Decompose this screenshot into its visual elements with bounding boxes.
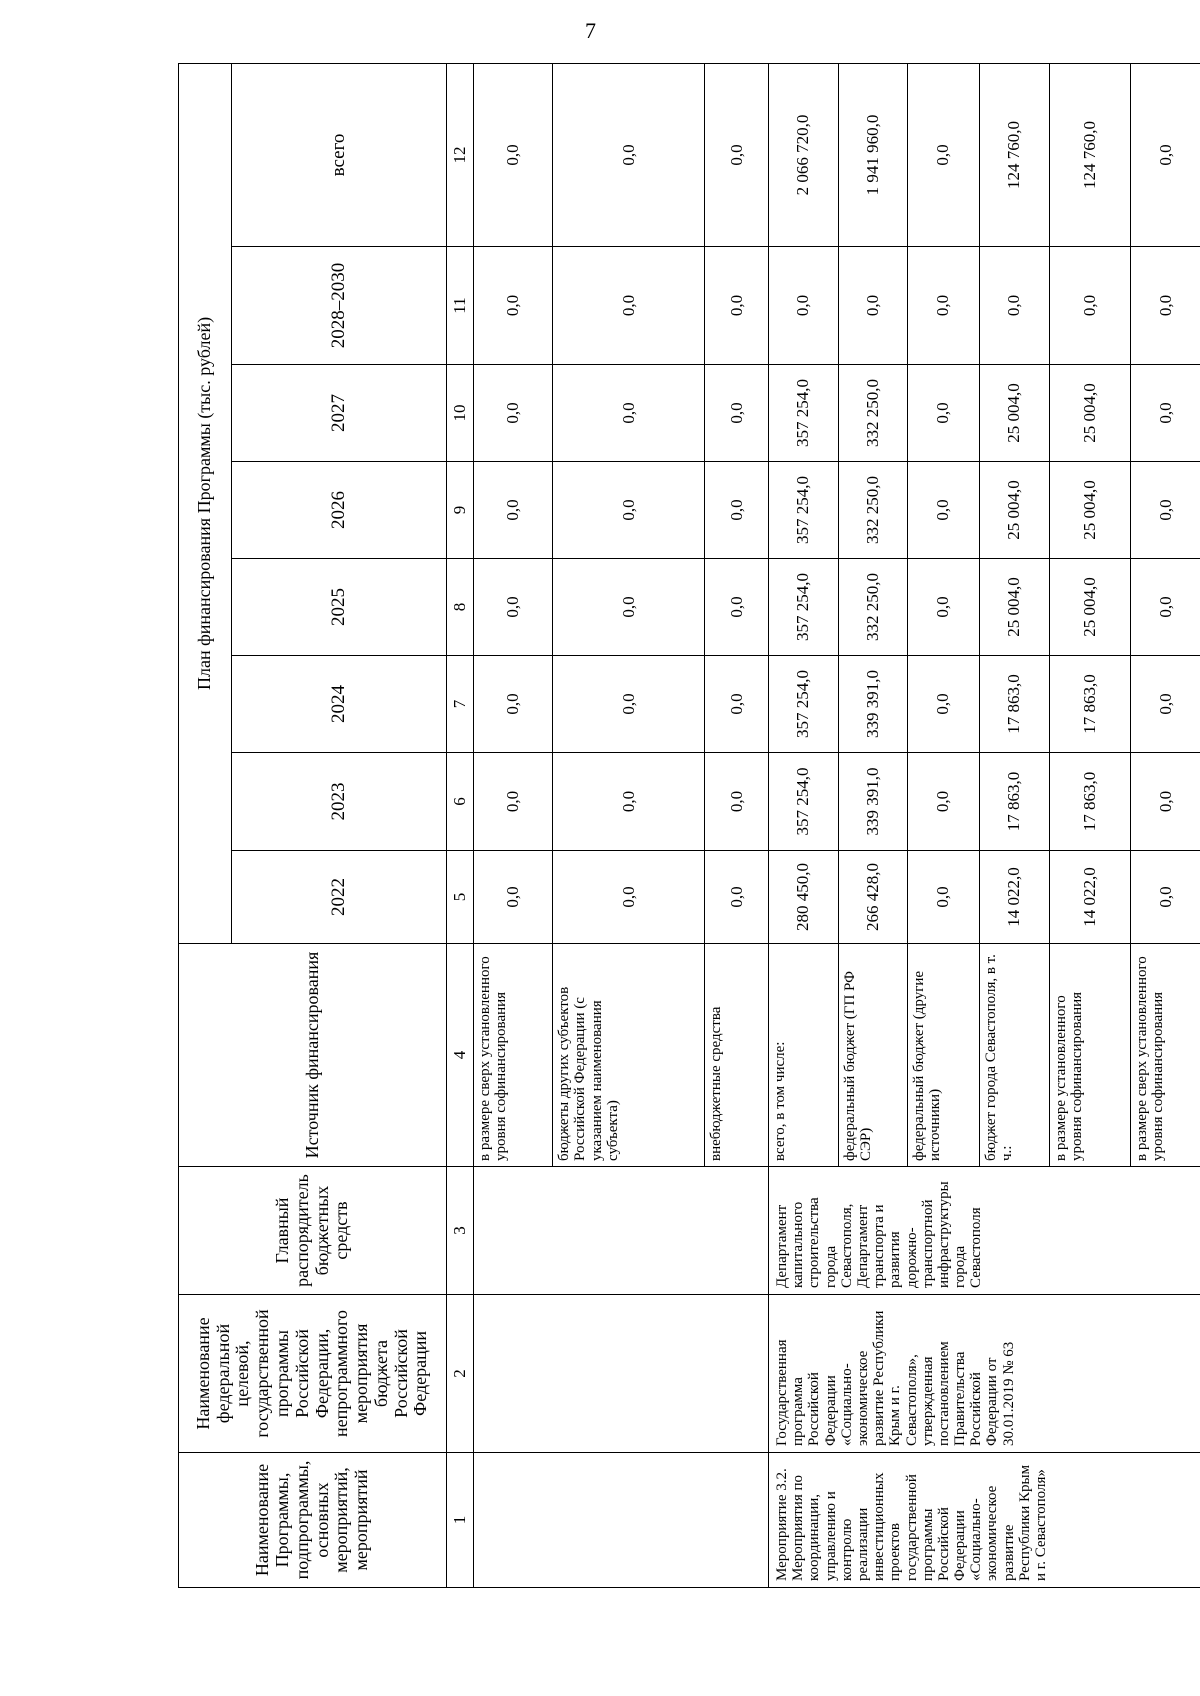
cell-value: 0,0 — [705, 462, 769, 559]
cell-value: 0,0 — [474, 462, 553, 559]
column-number: 1 — [447, 1453, 474, 1588]
cell-value: 0,0 — [908, 851, 980, 944]
cell-value: 25 004,0 — [1049, 462, 1131, 559]
column-number: 5 — [447, 851, 474, 944]
cell-budget-manager: Департамент капитального строительства города Севастополя, Департамент транспорта и развития дорожно-транспортной инфраструктуры города Севастополя — [769, 1167, 1200, 1295]
cell-value: 0,0 — [474, 753, 553, 851]
table-row — [474, 63, 553, 1587]
cell-value: 332 250,0 — [838, 462, 908, 559]
column-number: 8 — [447, 559, 474, 656]
cell-value: 357 254,0 — [769, 656, 839, 753]
column-number: 10 — [447, 365, 474, 462]
cell-value: 280 450,0 — [769, 851, 839, 944]
cell-source: в размере сверх установленного уровня софинансирования — [474, 944, 553, 1167]
cell-value: 0,0 — [553, 462, 705, 559]
cell-value: 25 004,0 — [980, 462, 1050, 559]
cell-value: 0,0 — [474, 656, 553, 753]
header-federal-program: Наименование федеральной целевой, государственной программы Российской Федерации, непрограммного мероприятия бюджета Российской Федерации — [179, 1295, 447, 1453]
cell-value: 0,0 — [705, 851, 769, 944]
cell-value: 357 254,0 — [769, 365, 839, 462]
cell-value: 124 760,0 — [980, 63, 1050, 246]
cell-value: 0,0 — [705, 365, 769, 462]
cell-value: 0,0 — [908, 63, 980, 246]
cell-value: 124 760,0 — [1049, 63, 1131, 246]
cell-source: федеральный бюджет (другие источники) — [908, 944, 980, 1167]
cell-value: 0,0 — [705, 656, 769, 753]
cell-value: 0,0 — [705, 753, 769, 851]
cell-value: 0,0 — [1131, 656, 1200, 753]
cell-value: 339 391,0 — [838, 656, 908, 753]
cell-value: 0,0 — [1131, 559, 1200, 656]
cell-value: 0,0 — [705, 247, 769, 365]
cell-value: 339 391,0 — [838, 753, 908, 851]
cell-value: 357 254,0 — [769, 559, 839, 656]
cell-value: 0,0 — [474, 63, 553, 246]
header-budget-manager: Главный распорядитель бюджетных средств — [179, 1167, 447, 1295]
cell-value: 0,0 — [908, 753, 980, 851]
cell-value: 0,0 — [980, 247, 1050, 365]
header-program-name: Наименование Программы, подпрограммы, основных мероприятий, мероприятий — [179, 1453, 447, 1588]
column-number: 4 — [447, 944, 474, 1167]
header-funding-source: Источник финансирования — [179, 944, 447, 1167]
header-year: 2024 — [232, 656, 447, 753]
cell-value: 0,0 — [1131, 365, 1200, 462]
cell-value: 17 863,0 — [980, 753, 1050, 851]
cell-value: 0,0 — [553, 851, 705, 944]
cell-value: 0,0 — [553, 559, 705, 656]
cell-source: в размере установленного уровня софинансирования — [1049, 944, 1131, 1167]
cell-source: бюджеты других субъектов Российской Федерации (с указанием наименования субъекта) — [553, 944, 705, 1167]
header-year: 2027 — [232, 365, 447, 462]
cell-value: 0,0 — [705, 63, 769, 246]
header-year: 2028–2030 — [232, 247, 447, 365]
cell-federal-program-empty — [474, 1295, 769, 1453]
cell-value: 0,0 — [838, 247, 908, 365]
cell-value: 0,0 — [474, 247, 553, 365]
cell-value: 17 863,0 — [980, 656, 1050, 753]
cell-value: 0,0 — [553, 656, 705, 753]
cell-value: 266 428,0 — [838, 851, 908, 944]
cell-value: 14 022,0 — [1049, 851, 1131, 944]
cell-value: 0,0 — [1049, 247, 1131, 365]
cell-value: 0,0 — [553, 365, 705, 462]
rotated-table-container — [178, 64, 1200, 1588]
cell-value: 0,0 — [1131, 753, 1200, 851]
cell-value: 0,0 — [908, 365, 980, 462]
cell-value: 0,0 — [1131, 247, 1200, 365]
cell-value: 0,0 — [553, 63, 705, 246]
column-number: 3 — [447, 1167, 474, 1295]
column-number: 12 — [447, 63, 474, 246]
header-year: 2025 — [232, 559, 447, 656]
cell-value: 25 004,0 — [980, 559, 1050, 656]
cell-program-name-empty — [474, 1453, 769, 1588]
cell-value: 0,0 — [474, 559, 553, 656]
cell-source: бюджет города Севастополя, в т. ч.: — [980, 944, 1050, 1167]
cell-value: 0,0 — [1131, 462, 1200, 559]
cell-value: 0,0 — [474, 365, 553, 462]
cell-value: 14 022,0 — [980, 851, 1050, 944]
cell-value: 0,0 — [705, 559, 769, 656]
column-number: 2 — [447, 1295, 474, 1453]
cell-source: в размере сверх установленного уровня софинансирования — [1131, 944, 1200, 1167]
cell-value: 17 863,0 — [1049, 753, 1131, 851]
column-number: 7 — [447, 656, 474, 753]
cell-value: 25 004,0 — [980, 365, 1050, 462]
cell-value: 17 863,0 — [1049, 656, 1131, 753]
cell-value: 357 254,0 — [769, 462, 839, 559]
header-year: 2026 — [232, 462, 447, 559]
cell-measure-name: Мероприятие 3.2. Мероприятия по координации, управлению и контролю реализации инвестиционных проектов государственной программы Российской Федерации «Социально-экономическое развитие Республики Крым и г. Севастополя» — [769, 1453, 1200, 1588]
column-number: 6 — [447, 753, 474, 851]
cell-value: 0,0 — [553, 247, 705, 365]
cell-value: 0,0 — [908, 559, 980, 656]
cell-source: федеральный бюджет (ГП РФ СЭР) — [838, 944, 908, 1167]
cell-federal-program: Государственная программа Российской Федерации «Социально-экономическое развитие Республики Крым и г. Севастополя», утвержденная постановлением Правительства Российской Федерации от 30.01.2019 № 63 — [769, 1295, 1200, 1453]
cell-value: 357 254,0 — [769, 753, 839, 851]
header-year: 2022 — [232, 851, 447, 944]
cell-value: 0,0 — [908, 247, 980, 365]
table-row — [769, 63, 839, 1587]
cell-value: 0,0 — [769, 247, 839, 365]
cell-value: 0,0 — [908, 656, 980, 753]
cell-budget-manager-empty — [474, 1167, 769, 1295]
column-number: 11 — [447, 247, 474, 365]
financing-plan-table — [178, 63, 1200, 1588]
cell-value: 0,0 — [908, 462, 980, 559]
cell-value: 0,0 — [1131, 851, 1200, 944]
cell-value: 25 004,0 — [1049, 559, 1131, 656]
cell-source: внебюджетные средства — [705, 944, 769, 1167]
cell-value: 0,0 — [1131, 63, 1200, 246]
header-total: всего — [232, 63, 447, 246]
cell-value: 1 941 960,0 — [838, 63, 908, 246]
cell-value: 25 004,0 — [1049, 365, 1131, 462]
cell-value: 0,0 — [474, 851, 553, 944]
header-financing-plan: План финансирования Программы (тыс. рублей) — [179, 63, 232, 943]
cell-value: 2 066 720,0 — [769, 63, 839, 246]
cell-value: 332 250,0 — [838, 365, 908, 462]
header-year: 2023 — [232, 753, 447, 851]
column-number: 9 — [447, 462, 474, 559]
page-number: 7 — [585, 18, 596, 43]
cell-value: 332 250,0 — [838, 559, 908, 656]
cell-value: 0,0 — [553, 753, 705, 851]
cell-source: всего, в том числе: — [769, 944, 839, 1167]
